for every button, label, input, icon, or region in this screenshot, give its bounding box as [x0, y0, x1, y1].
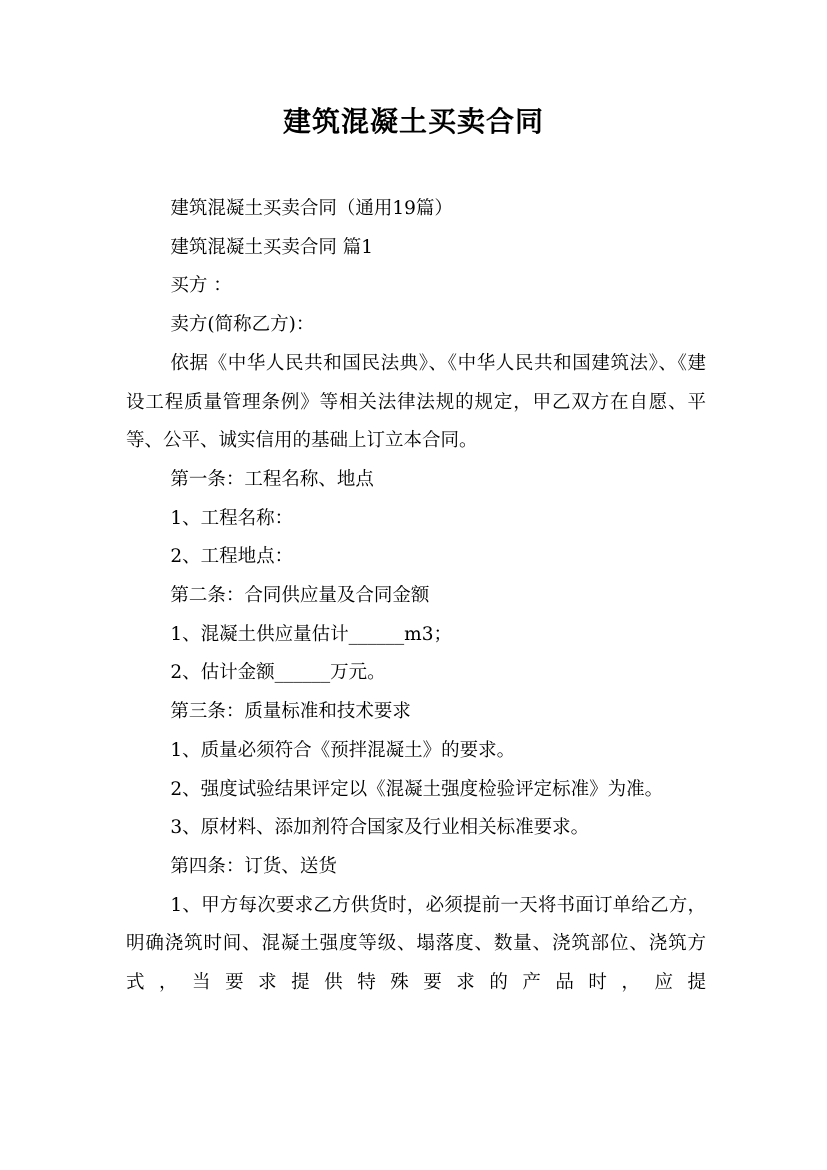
paragraph-quality-3: 3、原材料、添加剂符合国家及行业相关标准要求。 [170, 817, 590, 839]
paragraph-legal-basis: 依据《中华人民共和国民法典》、《中华人民共和国建筑法》、《建设工程质量管理条例》等相关法律法规的规定，甲乙双方在自愿、平等、公平、诚实信用的基础上订立本合同。 [126, 352, 706, 452]
paragraph-quality-1: 1、质量必须符合《预拌混凝土》的要求。 [170, 739, 516, 761]
paragraph-subtitle: 建筑混凝土买卖合同（通用19篇） [170, 198, 453, 219]
paragraph-ordering-1: 1、甲方每次要求乙方供货时，必须提前一天将书面订单给乙方，明确浇筑时间、混凝土强度等级、塌落度、数量、浇筑部位、浇筑方式，当要求提供特殊要求的产品时，应提 [126, 894, 706, 994]
document-title: 建筑混凝土买卖合同 [282, 105, 544, 138]
paragraph-project-name: 1、工程名称： [170, 507, 294, 529]
paragraph-section-heading: 建筑混凝土买卖合同 篇1 [170, 236, 374, 258]
paragraph-article-1: 第一条：工程名称、地点 [170, 468, 374, 490]
paragraph-quality-2: 2、强度试验结果评定以《混凝土强度检验评定标准》为准。 [170, 778, 664, 800]
paragraph-buyer: 买方 ： [170, 275, 232, 297]
document-body [126, 190, 706, 1003]
paragraph-supply-volume: 1、混凝土供应量估计______m3； [170, 623, 452, 645]
paragraph-seller: 卖方(简称乙方)： [170, 314, 315, 336]
paragraph-project-location: 2、工程地点： [170, 546, 294, 568]
paragraph-article-3: 第三条：质量标准和技术要求 [170, 701, 411, 723]
paragraph-article-2: 第二条：合同供应量及合同金额 [170, 585, 430, 607]
paragraph-article-4: 第四条：订货、送货 [170, 855, 337, 877]
paragraph-estimated-amount: 2、估计金额______万元。 [170, 662, 386, 684]
